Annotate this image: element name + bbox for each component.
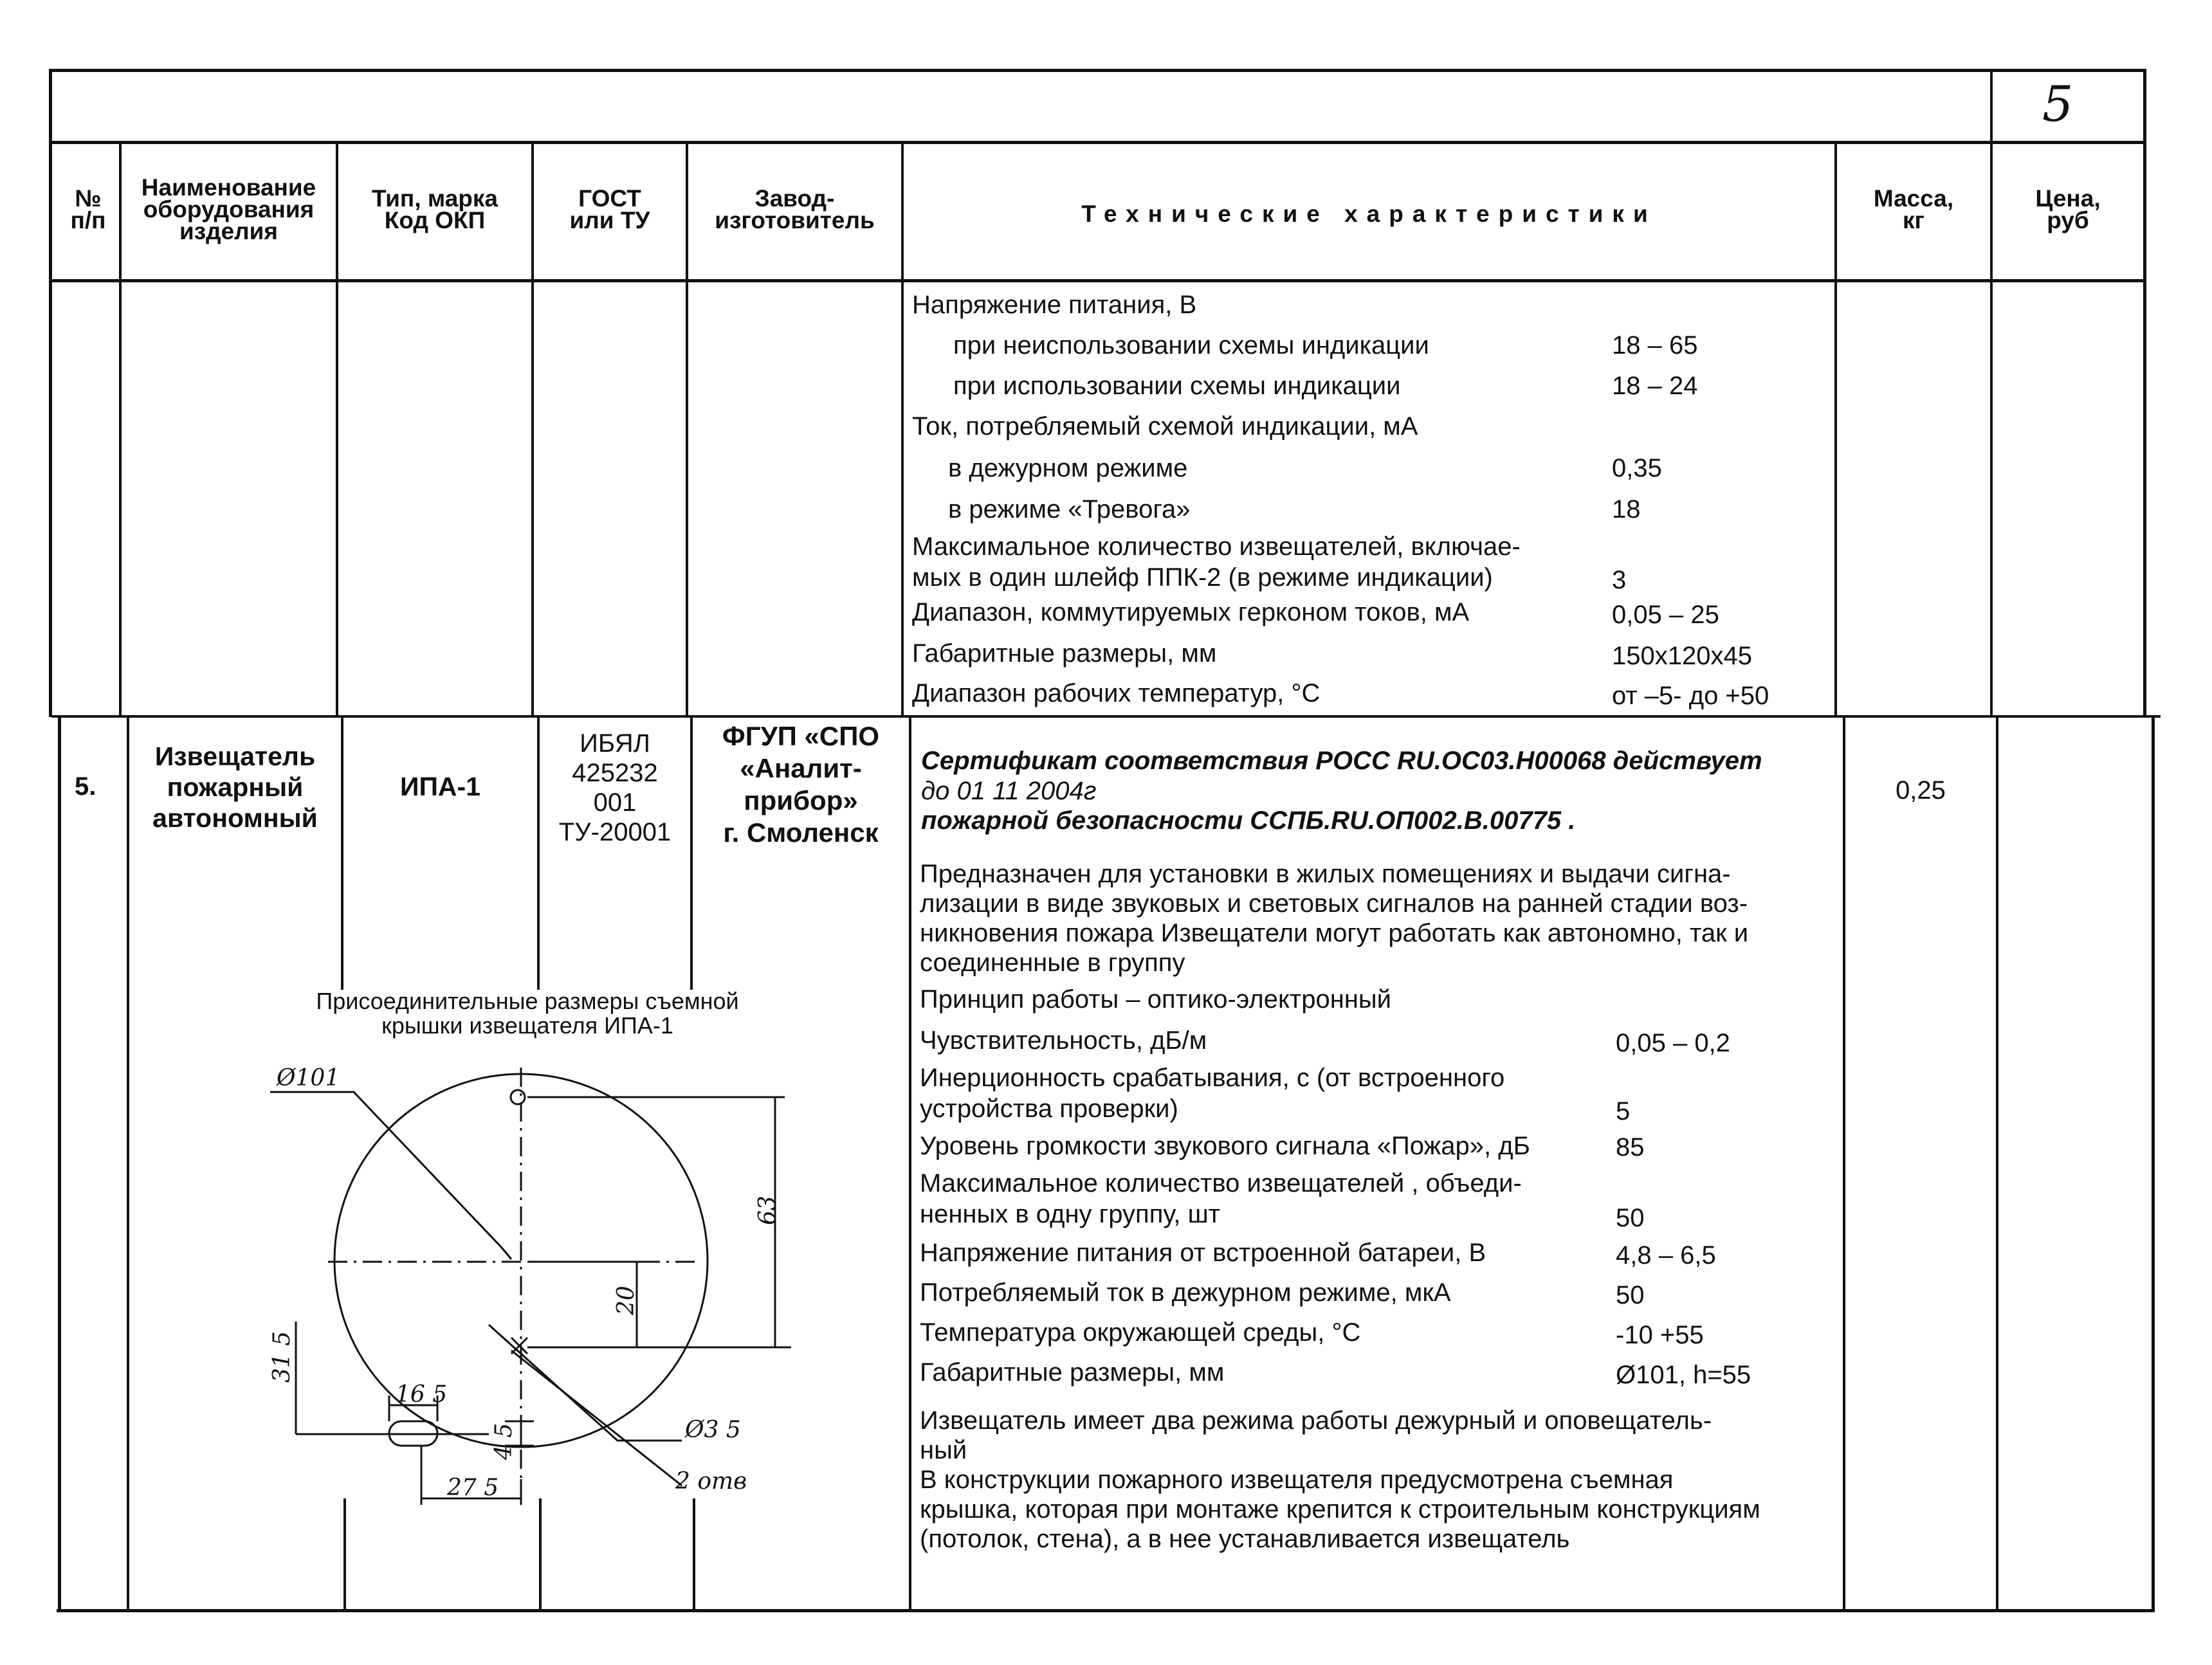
- prev-spec-label: Напряжение питания, В: [912, 291, 1197, 319]
- mounting-hole-top: [511, 1090, 525, 1104]
- prev-spec-value: 18 – 24: [1612, 372, 1698, 400]
- item-gost: ИБЯЛ 425232 001 ТУ-20001: [558, 729, 672, 846]
- item-spec-value: -10 +55: [1616, 1321, 1704, 1349]
- item-maker: ФГУП «СПО «Аналит- прибор» г. Смоленск: [722, 721, 880, 848]
- prev-spec-value: 0,35: [1612, 454, 1662, 482]
- col-sep-7-lower: [1996, 715, 1998, 1612]
- item-spec-value: Ø101, h=55: [1616, 1361, 1751, 1389]
- table-border-left: [49, 69, 52, 717]
- fire-safety-certificate: пожарной безопасности ССПБ.RU.OП002.B.00775 .: [921, 806, 1576, 835]
- dimension-27-5: 27 5: [447, 1475, 499, 1501]
- item-spec-value: 4,8 – 6,5: [1616, 1241, 1716, 1269]
- header-number: № п/п: [70, 185, 106, 233]
- dimension-diameter: Ø101: [277, 1065, 340, 1091]
- item-number: 5.: [75, 772, 96, 801]
- header-type: Тип, марка Код ОКП: [371, 185, 498, 233]
- header-border-top: [49, 141, 2146, 144]
- certificate-line: Сертификат соответствия РОСС RU.OC03.H00068 действует: [921, 747, 1762, 775]
- dimension-holes-count: 2 отв: [675, 1468, 747, 1495]
- item-name: Извещатель пожарный автономный: [152, 742, 318, 833]
- prev-spec-value: 150х120х45: [1612, 642, 1752, 670]
- table-border-right: [2143, 69, 2146, 717]
- item-spec-label: Чувствительность, дБ/м: [920, 1026, 1207, 1055]
- dimension-31-5: 31 5: [269, 1331, 295, 1383]
- prev-spec-label: Габаритные размеры, мм: [912, 639, 1217, 668]
- item-spec-label: Напряжение питания от встроенной батареи, В: [920, 1239, 1486, 1267]
- page-number-cell-border: [1990, 69, 1993, 144]
- prev-spec-value: 18: [1612, 495, 1641, 523]
- prev-spec-list: [912, 289, 1832, 714]
- dimension-20: 20: [613, 1286, 639, 1315]
- item-spec-value: 50: [1616, 1204, 1645, 1232]
- prev-spec-value: от –5- до +50: [1612, 682, 1769, 710]
- dimension-63: 63: [754, 1196, 781, 1225]
- header-mass: Масса, кг: [1873, 185, 1954, 233]
- prev-spec-label: мых в один шлейф ППК-2 (в режиме индикации): [912, 563, 1493, 592]
- header-name: Наименование оборудования изделия: [141, 174, 316, 244]
- purpose-paragraph: Предназначен для установки в жилых помещениях и выдачи сигна- лизации в виде звуковых и световых сигналов на ранней стадии воз- никновения пожара Извещатели могут работать как автономно, так и соединенные в группу: [920, 860, 1749, 977]
- item-spec-label: Температура окружающей среды, °С: [920, 1318, 1361, 1347]
- item-spec-label: Принцип работы – оптико-электронный: [920, 985, 1392, 1014]
- prev-spec-value: 3: [1612, 566, 1627, 594]
- header-price: Цена, руб: [2035, 185, 2101, 233]
- prev-spec-label: Диапазон рабочих температур, °С: [912, 679, 1321, 707]
- page-number: 5: [2042, 75, 2074, 132]
- table-border-bottom: [57, 1609, 2155, 1612]
- item-spec-label: Габаритные размеры, мм: [920, 1358, 1225, 1387]
- prev-spec-label: в дежурном режиме: [948, 454, 1188, 482]
- item-spec-label: устройства проверки): [920, 1095, 1178, 1123]
- dimension-16-5: 16 5: [396, 1381, 448, 1408]
- table-border-right-lower: [2152, 715, 2155, 1612]
- header-maker: Завод- изготовитель: [715, 185, 875, 233]
- prev-spec-label: в режиме «Тревога»: [948, 495, 1191, 523]
- item-spec-value: 50: [1616, 1281, 1645, 1309]
- col-sep-5-lower: [909, 715, 911, 1612]
- item-spec-label: Уровень громкости звукового сигнала «Пожар», дБ: [920, 1132, 1530, 1160]
- header-gost: ГОСТ или ТУ: [569, 185, 650, 233]
- prev-spec-value: 18 – 65: [1612, 331, 1698, 359]
- drawing-caption: Присоединительные размеры съемной крышки извещателя ИПА-1: [316, 988, 739, 1039]
- col-sep-5: [901, 141, 904, 717]
- prev-spec-label: Диапазон, коммутируемых герконом токов, мА: [912, 598, 1470, 626]
- prev-spec-label: Ток, потребляемый схемой индикации, мА: [912, 412, 1418, 441]
- connection-drawing: [257, 1055, 836, 1518]
- table-border-top: [49, 69, 2146, 72]
- modes-paragraph: Извещатель имеет два режима работы дежурный и оповещатель- ный В конструкции пожарного извещателя предусмотрена съемная крышка, которая при монтаже крепится к строительным конструкциям (потолок, стена), а в нее устанавливается извещатель: [920, 1406, 1760, 1553]
- col-sep-2-lower-a: [341, 715, 343, 990]
- header-tech: Технические характеристики: [1081, 201, 1657, 227]
- col-sep-1-lower: [127, 715, 129, 1612]
- item-spec-value: 5: [1616, 1097, 1631, 1125]
- prev-spec-label: при неиспользовании схемы индикации: [953, 331, 1429, 359]
- dimension-4-5: 4 5: [491, 1423, 517, 1460]
- item-mass: 0,25: [1896, 776, 1946, 805]
- item-spec-label: Максимальное количество извещателей , объеди-: [920, 1169, 1522, 1197]
- header-border-bottom: [49, 279, 2146, 282]
- item-spec-label: Потребляемый ток в дежурном режиме, мкА: [920, 1278, 1451, 1307]
- item-spec-label: Инерционность срабатывания, с (от встроенного: [920, 1064, 1505, 1092]
- col-sep-6-lower: [1843, 715, 1845, 1612]
- prev-spec-value: 0,05 – 25: [1612, 601, 1719, 629]
- item-spec-value: 85: [1616, 1133, 1645, 1161]
- item-type: ИПА-1: [399, 772, 480, 801]
- item-spec-list: [920, 984, 1840, 1396]
- dimension-hole: Ø3 5: [685, 1417, 741, 1443]
- prev-spec-label: Максимальное количество извещателей, включае-: [912, 532, 1521, 561]
- certificate-date: до 01 11 2004г: [921, 777, 1097, 805]
- item-spec-value: 0,05 – 0,2: [1616, 1029, 1730, 1057]
- prev-spec-label: при использовании схемы индикации: [953, 372, 1401, 400]
- table-border-left-lower: [58, 715, 61, 1612]
- item-spec-label: ненных в одну группу, шт: [920, 1200, 1220, 1228]
